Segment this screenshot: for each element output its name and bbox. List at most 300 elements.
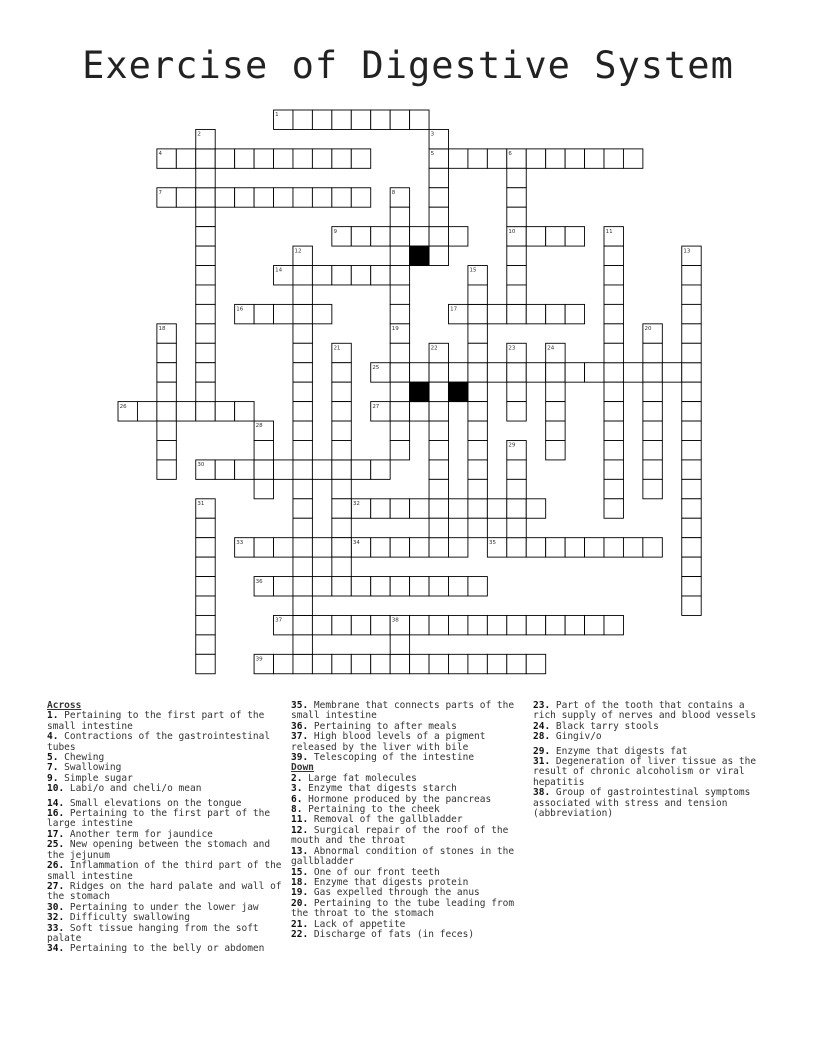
grid-cell[interactable]	[448, 538, 467, 557]
grid-cell[interactable]	[468, 382, 487, 401]
grid-cell[interactable]	[254, 304, 273, 323]
grid-cell[interactable]	[468, 479, 487, 498]
grid-cell[interactable]	[332, 188, 351, 207]
grid-cell[interactable]	[526, 227, 545, 246]
grid-cell[interactable]	[196, 227, 215, 246]
grid-cell[interactable]	[235, 149, 254, 168]
grid-cell[interactable]	[293, 615, 312, 634]
grid-cell[interactable]	[643, 479, 662, 498]
grid-cell[interactable]	[390, 499, 409, 518]
grid-cell[interactable]	[487, 499, 506, 518]
grid-cell[interactable]	[487, 654, 506, 673]
grid-cell[interactable]	[410, 402, 429, 421]
grid-cell[interactable]	[604, 343, 623, 362]
grid-cell[interactable]	[274, 654, 293, 673]
grid-cell[interactable]	[390, 266, 409, 285]
grid-cell[interactable]	[643, 460, 662, 479]
grid-cell[interactable]	[196, 304, 215, 323]
grid-cell[interactable]	[623, 538, 642, 557]
grid-cell[interactable]	[312, 577, 331, 596]
grid-cell[interactable]	[196, 207, 215, 226]
grid-cell[interactable]	[293, 440, 312, 459]
grid-cell[interactable]	[196, 246, 215, 265]
grid-cell[interactable]	[157, 363, 176, 382]
grid-cell[interactable]	[643, 421, 662, 440]
grid-cell[interactable]	[526, 149, 545, 168]
grid-cell[interactable]	[390, 343, 409, 362]
grid-cell[interactable]	[468, 577, 487, 596]
grid-cell[interactable]	[468, 285, 487, 304]
grid-cell[interactable]	[682, 518, 701, 537]
grid-cell[interactable]	[468, 615, 487, 634]
grid-cell[interactable]	[643, 382, 662, 401]
grid-cell[interactable]	[390, 207, 409, 226]
grid-cell[interactable]	[565, 304, 584, 323]
clue-text: Pertaining to the tube leading from the throat to the stomach	[291, 897, 515, 920]
grid-cell[interactable]	[468, 499, 487, 518]
grid-cell[interactable]	[293, 557, 312, 576]
grid-cell[interactable]	[312, 266, 331, 285]
grid-cell[interactable]	[565, 538, 584, 557]
grid-cell[interactable]	[390, 382, 409, 401]
grid-cell[interactable]	[585, 538, 604, 557]
grid-cell[interactable]	[604, 402, 623, 421]
grid-cell[interactable]	[604, 363, 623, 382]
grid-cell[interactable]	[429, 518, 448, 537]
grid-cell[interactable]	[351, 615, 370, 634]
grid-cell[interactable]	[410, 654, 429, 673]
grid-cell[interactable]	[332, 460, 351, 479]
grid-cell[interactable]	[293, 518, 312, 537]
grid-cell[interactable]	[429, 363, 448, 382]
grid-cell[interactable]	[274, 577, 293, 596]
grid-cell[interactable]	[293, 654, 312, 673]
grid-cell[interactable]	[546, 149, 565, 168]
grid-cell[interactable]	[332, 363, 351, 382]
grid-cell[interactable]	[390, 654, 409, 673]
grid-cell[interactable]	[196, 382, 215, 401]
grid-cell[interactable]	[254, 440, 273, 459]
grid-cell[interactable]	[351, 188, 370, 207]
grid-cell[interactable]	[565, 363, 584, 382]
grid-cell[interactable]	[196, 596, 215, 615]
grid-cell[interactable]	[604, 266, 623, 285]
grid-cell[interactable]	[293, 304, 312, 323]
grid-cell[interactable]	[604, 538, 623, 557]
grid-cell[interactable]	[293, 479, 312, 498]
grid-cell[interactable]	[293, 343, 312, 362]
grid-cell[interactable]	[410, 499, 429, 518]
grid-cell[interactable]	[468, 304, 487, 323]
grid-cell[interactable]	[196, 168, 215, 187]
grid-cell[interactable]	[332, 110, 351, 129]
grid-cell[interactable]	[429, 402, 448, 421]
grid-cell[interactable]	[196, 635, 215, 654]
grid-cell[interactable]	[546, 615, 565, 634]
grid-cell[interactable]	[507, 188, 526, 207]
grid-cell[interactable]	[682, 460, 701, 479]
grid-cell[interactable]	[215, 188, 234, 207]
grid-cell[interactable]	[526, 499, 545, 518]
grid-cell[interactable]	[643, 538, 662, 557]
grid-cell[interactable]	[196, 285, 215, 304]
grid-cell[interactable]	[429, 479, 448, 498]
grid-cell[interactable]	[507, 615, 526, 634]
grid-cell[interactable]	[623, 149, 642, 168]
grid-cell[interactable]	[448, 363, 467, 382]
grid-cell[interactable]	[157, 421, 176, 440]
grid-cell[interactable]	[429, 499, 448, 518]
grid-cell[interactable]	[274, 188, 293, 207]
grid-cell[interactable]	[312, 304, 331, 323]
grid-cell[interactable]	[196, 654, 215, 673]
grid-cell[interactable]	[215, 149, 234, 168]
grid-cell[interactable]	[429, 538, 448, 557]
grid-cell[interactable]	[487, 149, 506, 168]
grid-cell[interactable]	[487, 304, 506, 323]
grid-cell[interactable]	[390, 363, 409, 382]
grid-cell[interactable]	[429, 188, 448, 207]
grid-cell[interactable]	[682, 266, 701, 285]
grid-cell[interactable]	[643, 402, 662, 421]
grid-cell[interactable]	[526, 615, 545, 634]
grid-cell[interactable]	[390, 577, 409, 596]
grid-cell[interactable]	[176, 402, 195, 421]
grid-cell[interactable]	[293, 285, 312, 304]
grid-cell[interactable]	[604, 421, 623, 440]
grid-cell[interactable]	[565, 149, 584, 168]
grid-cell[interactable]	[468, 421, 487, 440]
grid-cell[interactable]	[468, 460, 487, 479]
grid-cell[interactable]	[196, 188, 215, 207]
grid-cell[interactable]	[565, 615, 584, 634]
clue-number: 6.	[291, 793, 303, 805]
grid-cell[interactable]	[546, 382, 565, 401]
grid-cell[interactable]	[410, 538, 429, 557]
grid-cell[interactable]	[254, 538, 273, 557]
grid-cell[interactable]	[507, 285, 526, 304]
grid-cell[interactable]	[546, 538, 565, 557]
grid-cell[interactable]	[351, 460, 370, 479]
grid-cell[interactable]	[293, 499, 312, 518]
grid-cell[interactable]	[604, 460, 623, 479]
grid-cell[interactable]	[507, 538, 526, 557]
grid-cell[interactable]	[682, 577, 701, 596]
grid-cell[interactable]	[274, 149, 293, 168]
grid-cell[interactable]	[487, 615, 506, 634]
grid-cell[interactable]	[332, 382, 351, 401]
grid-cell[interactable]	[351, 110, 370, 129]
grid-cell[interactable]	[410, 110, 429, 129]
grid-cell[interactable]	[196, 266, 215, 285]
grid-cell[interactable]	[682, 557, 701, 576]
grid-cell[interactable]	[507, 168, 526, 187]
grid-cell[interactable]	[293, 635, 312, 654]
grid-cell[interactable]	[448, 227, 467, 246]
grid-cell[interactable]	[604, 304, 623, 323]
grid-cell[interactable]	[196, 557, 215, 576]
grid-cell[interactable]	[604, 149, 623, 168]
grid-cell[interactable]	[507, 246, 526, 265]
grid-cell[interactable]	[371, 577, 390, 596]
grid-cell[interactable]	[332, 499, 351, 518]
grid-cell[interactable]	[332, 654, 351, 673]
grid-cell[interactable]	[448, 149, 467, 168]
grid-cell[interactable]	[390, 304, 409, 323]
grid-cell[interactable]	[487, 363, 506, 382]
grid-cell[interactable]	[293, 538, 312, 557]
grid-cell[interactable]	[507, 304, 526, 323]
grid-cell[interactable]	[468, 654, 487, 673]
grid-cell[interactable]	[507, 382, 526, 401]
grid-cell[interactable]	[507, 479, 526, 498]
grid-cell[interactable]	[643, 343, 662, 362]
grid-cell[interactable]	[468, 343, 487, 362]
grid-cell[interactable]	[332, 615, 351, 634]
grid-cell[interactable]	[643, 363, 662, 382]
grid-cell[interactable]	[274, 538, 293, 557]
grid-cell[interactable]	[410, 577, 429, 596]
grid-cell[interactable]	[390, 285, 409, 304]
grid-cell[interactable]	[371, 266, 390, 285]
grid-cell[interactable]	[682, 343, 701, 362]
grid-cell[interactable]	[371, 654, 390, 673]
grid-cell[interactable]	[623, 363, 642, 382]
grid-cell[interactable]	[196, 343, 215, 362]
grid-cell[interactable]	[526, 538, 545, 557]
grid-cell[interactable]	[468, 518, 487, 537]
grid-cell[interactable]	[682, 499, 701, 518]
grid-cell[interactable]	[312, 538, 331, 557]
grid-cell[interactable]	[351, 227, 370, 246]
grid-cell[interactable]	[254, 188, 273, 207]
grid-cell[interactable]	[196, 402, 215, 421]
grid-cell[interactable]	[682, 421, 701, 440]
grid-cell[interactable]	[293, 363, 312, 382]
grid-cell[interactable]	[507, 207, 526, 226]
grid-cell[interactable]	[293, 577, 312, 596]
grid-cell[interactable]	[293, 382, 312, 401]
grid-cell[interactable]	[682, 538, 701, 557]
grid-cell[interactable]	[390, 421, 409, 440]
grid-cell[interactable]	[468, 324, 487, 343]
grid-cell[interactable]	[604, 285, 623, 304]
grid-cell[interactable]	[390, 440, 409, 459]
grid-cell[interactable]	[604, 324, 623, 343]
grid-cell[interactable]	[390, 538, 409, 557]
grid-cell[interactable]	[196, 363, 215, 382]
grid-cell[interactable]	[196, 518, 215, 537]
grid-cell[interactable]	[196, 324, 215, 343]
grid-cell[interactable]	[332, 538, 351, 557]
grid-cell[interactable]	[293, 596, 312, 615]
grid-cell[interactable]	[682, 479, 701, 498]
grid-cell[interactable]	[429, 168, 448, 187]
grid-cell[interactable]	[682, 440, 701, 459]
grid-cell[interactable]	[312, 654, 331, 673]
grid-cell[interactable]	[604, 382, 623, 401]
grid-cell[interactable]	[682, 285, 701, 304]
grid-cell[interactable]	[293, 149, 312, 168]
grid-cell[interactable]	[351, 266, 370, 285]
grid-cell[interactable]	[682, 363, 701, 382]
grid-cell[interactable]	[604, 440, 623, 459]
grid-cell[interactable]	[371, 499, 390, 518]
grid-cell[interactable]	[448, 577, 467, 596]
clue-item	[291, 826, 529, 847]
grid-cell[interactable]	[332, 402, 351, 421]
grid-cell[interactable]	[293, 402, 312, 421]
grid-cell[interactable]	[662, 363, 681, 382]
grid-cell[interactable]	[293, 421, 312, 440]
grid-cell[interactable]	[332, 577, 351, 596]
grid-cell[interactable]	[507, 499, 526, 518]
grid-cell[interactable]	[429, 227, 448, 246]
grid-cell[interactable]	[643, 440, 662, 459]
grid-cell[interactable]	[468, 440, 487, 459]
grid-cell[interactable]	[585, 149, 604, 168]
grid-cell[interactable]	[526, 304, 545, 323]
grid-cell[interactable]	[682, 304, 701, 323]
grid-cell[interactable]	[312, 149, 331, 168]
grid-cell[interactable]	[312, 460, 331, 479]
clue-number: 12.	[291, 824, 309, 836]
grid-cell[interactable]	[468, 149, 487, 168]
grid-cell[interactable]	[351, 577, 370, 596]
grid-cell[interactable]	[507, 654, 526, 673]
grid-cell[interactable]	[235, 460, 254, 479]
grid-cell[interactable]	[371, 227, 390, 246]
grid-cell[interactable]	[332, 421, 351, 440]
grid-cell[interactable]	[429, 577, 448, 596]
clue-number: 5.	[47, 752, 59, 764]
grid-cell[interactable]	[448, 654, 467, 673]
grid-cell[interactable]	[526, 363, 545, 382]
grid-cell[interactable]	[157, 402, 176, 421]
grid-cell[interactable]	[682, 382, 701, 401]
grid-cell[interactable]	[682, 596, 701, 615]
grid-cell[interactable]	[429, 246, 448, 265]
grid-cell[interactable]	[293, 110, 312, 129]
grid-cell[interactable]	[390, 246, 409, 265]
grid-cell[interactable]	[332, 557, 351, 576]
grid-cell[interactable]	[254, 149, 273, 168]
clue-number: 39.	[291, 752, 309, 764]
grid-cell[interactable]	[390, 110, 409, 129]
grid-cell[interactable]	[546, 227, 565, 246]
grid-cell[interactable]	[410, 227, 429, 246]
grid-cell[interactable]	[390, 227, 409, 246]
grid-cell[interactable]	[157, 382, 176, 401]
grid-cell[interactable]	[507, 402, 526, 421]
grid-cell[interactable]	[410, 615, 429, 634]
grid-cell[interactable]	[682, 402, 701, 421]
grid-cell[interactable]	[332, 266, 351, 285]
grid-cell[interactable]	[468, 363, 487, 382]
grid-cell[interactable]	[332, 518, 351, 537]
grid-cell[interactable]	[235, 188, 254, 207]
grid-cell[interactable]	[429, 654, 448, 673]
grid-cell[interactable]	[682, 324, 701, 343]
grid-cell[interactable]	[429, 421, 448, 440]
grid-cell[interactable]	[546, 402, 565, 421]
grid-cell[interactable]	[507, 363, 526, 382]
grid-cell[interactable]	[546, 440, 565, 459]
grid-cell[interactable]	[429, 207, 448, 226]
grid-cell[interactable]	[312, 110, 331, 129]
grid-cell[interactable]	[215, 402, 234, 421]
grid-cell[interactable]	[254, 460, 273, 479]
grid-cell[interactable]	[448, 615, 467, 634]
grid-cell[interactable]	[546, 304, 565, 323]
grid-cell[interactable]	[196, 149, 215, 168]
grid-cell[interactable]	[157, 440, 176, 459]
grid-cell[interactable]	[332, 149, 351, 168]
grid-cell[interactable]	[332, 440, 351, 459]
grid-cell[interactable]	[390, 402, 409, 421]
grid-cell[interactable]	[585, 363, 604, 382]
grid-cell[interactable]	[196, 538, 215, 557]
grid-cell[interactable]	[546, 363, 565, 382]
grid-cell[interactable]	[312, 615, 331, 634]
grid-cell[interactable]	[254, 479, 273, 498]
grid-cell[interactable]	[137, 402, 156, 421]
grid-cell[interactable]	[448, 499, 467, 518]
grid-cell[interactable]	[604, 615, 623, 634]
grid-cell[interactable]	[176, 149, 195, 168]
grid-cell[interactable]	[468, 402, 487, 421]
grid-cell[interactable]	[371, 460, 390, 479]
grid-cell[interactable]	[293, 460, 312, 479]
grid-cell[interactable]	[293, 324, 312, 343]
grid-cell[interactable]	[332, 479, 351, 498]
grid-cell[interactable]	[157, 343, 176, 362]
grid-cell[interactable]	[507, 460, 526, 479]
grid-cell[interactable]	[371, 615, 390, 634]
grid-cell[interactable]	[546, 421, 565, 440]
grid-cell[interactable]	[274, 460, 293, 479]
grid-cell[interactable]	[215, 460, 234, 479]
grid-cell[interactable]	[604, 479, 623, 498]
grid-cell[interactable]	[604, 499, 623, 518]
grid-cell[interactable]	[196, 577, 215, 596]
grid-cell[interactable]	[429, 615, 448, 634]
grid-cell[interactable]	[293, 266, 312, 285]
grid-cell[interactable]	[526, 654, 545, 673]
grid-cell[interactable]	[235, 402, 254, 421]
grid-cell[interactable]	[565, 227, 584, 246]
grid-cell[interactable]	[274, 304, 293, 323]
grid-cell[interactable]	[604, 246, 623, 265]
grid-cell[interactable]	[390, 635, 409, 654]
grid-cell[interactable]	[429, 382, 448, 401]
grid-cell[interactable]	[312, 188, 331, 207]
grid-cell[interactable]	[351, 654, 370, 673]
grid-cell[interactable]	[176, 188, 195, 207]
grid-cell[interactable]	[507, 266, 526, 285]
grid-cell[interactable]	[507, 518, 526, 537]
grid-cell[interactable]	[429, 460, 448, 479]
grid-cell[interactable]	[410, 363, 429, 382]
grid-cell[interactable]	[429, 440, 448, 459]
grid-cell[interactable]	[585, 615, 604, 634]
grid-cell[interactable]	[371, 110, 390, 129]
grid-cell[interactable]	[157, 460, 176, 479]
grid-cell[interactable]	[371, 538, 390, 557]
grid-cell[interactable]	[293, 188, 312, 207]
grid-cell[interactable]	[351, 149, 370, 168]
grid-cell[interactable]	[196, 615, 215, 634]
